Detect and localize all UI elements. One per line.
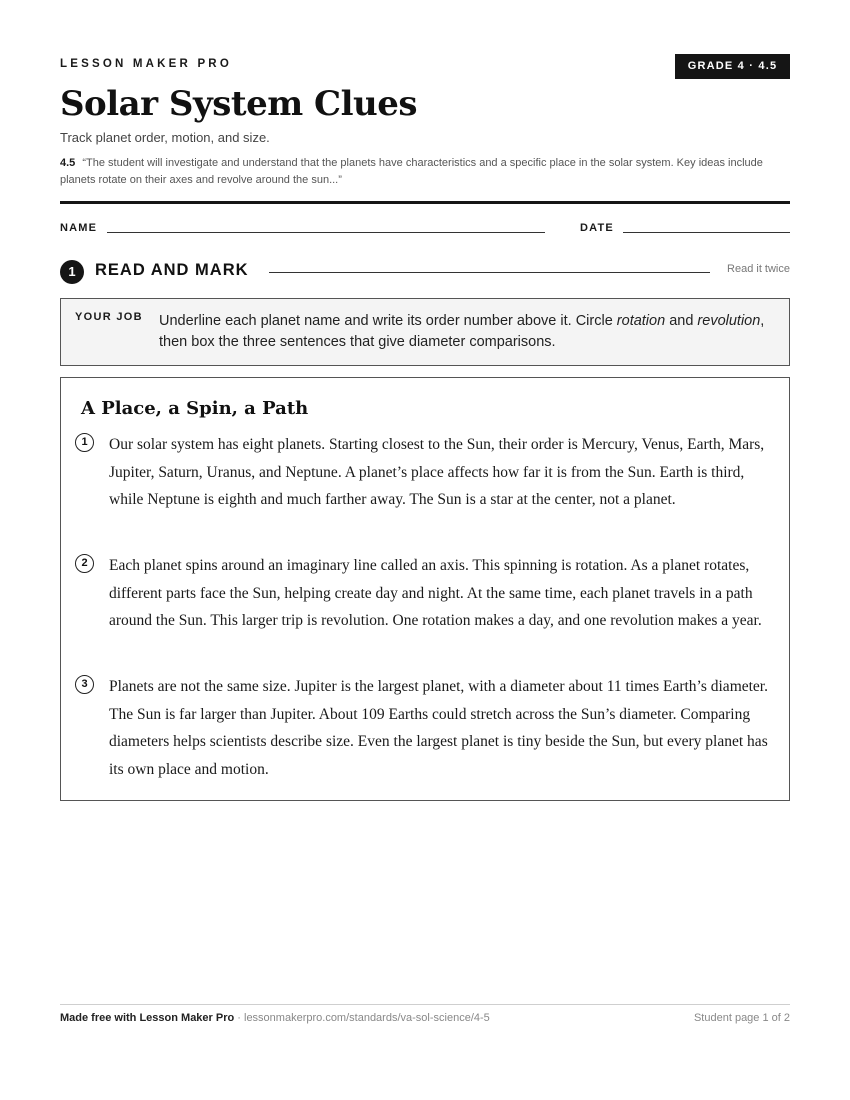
footer-made-with: Made free with Lesson Maker Pro [60,1012,235,1024]
passage-title: A Place, a Spin, a Path [81,398,309,419]
name-field[interactable] [107,232,545,233]
instruction-text: , then box the three sentences that give diameter comparisons. [159,313,765,350]
paragraph-1 [75,431,775,541]
standard-code: 4.5 [60,157,76,169]
footer-url[interactable]: lessonmakerpro.com/standards/va-sol-science/4-5 [244,1012,490,1024]
your-job-box [60,298,790,366]
instruction-text: and [665,313,698,329]
paragraph-number: 3 [75,675,94,694]
footer-page-number: Student page 1 of 2 [693,1012,790,1024]
header-divider [60,201,790,204]
footer-divider [60,1004,790,1005]
paragraph-text: Planets are not the same size. Jupiter is the largest planet, with a diameter about 11 times Earth’s diameter. The Sun is far larger than Jupiter. About 109 Earths could stretch across the Sun’s diameter. Comparing diameters helps scientists describe size. Even the largest planet is tiny beside the Sun, but every planet has its own place and motion. [109,678,768,778]
standard-statement [60,155,790,189]
date-label: DATE [580,222,614,234]
section-note: Read it twice [727,263,790,275]
paragraph-number: 2 [75,554,94,573]
paragraph-number: 1 [75,433,94,452]
standard-text: “The student will investigate and understand that the planets have characteristics and a specific place in the solar system. Key ideas include planets rotate on their axes and revolve around the sun...” [60,157,763,186]
paragraph-text: Our solar system has eight planets. Starting closest to the Sun, their order is Mercury, Venus, Earth, Mars, Jupiter, Saturn, Uranus, and Neptune. A planet’s place affects how far it is from the Sun. Earth is third, while Neptune is eighth and much farther away. The Sun is a star at the center, not a planet. [109,436,765,508]
worksheet-page [60,0,790,1100]
paragraph-2 [75,552,775,662]
paragraph-3 [75,673,775,783]
date-field[interactable] [623,232,790,233]
section-number-badge: 1 [60,260,84,284]
footer-separator: · [234,1012,244,1024]
rotation-term: rotation [616,313,666,329]
your-job-label: YOUR JOB [75,311,143,323]
page-subtitle: Track planet order, motion, and size. [60,130,270,145]
your-job-instructions [159,311,769,353]
instruction-text: Underline each planet name and write its order number above it. Circle [159,313,617,329]
page-title: Solar System Clues [60,84,417,124]
name-label: NAME [60,222,98,234]
section-title: READ AND MARK [95,261,249,279]
footer-credit [60,1012,490,1024]
paragraph-text: Each planet spins around an imaginary line called an axis. This spinning is rotation. As a planet rotates, different parts face the Sun, helping create day and night. At the same time, each planet travels in a path around the Sun. This larger trip is revolution. One rotation makes a day, and one revolution makes a year. [109,557,762,629]
reading-passage [60,377,790,801]
revolution-term: revolution [697,313,761,329]
grade-badge: GRADE 4 · 4.5 [675,54,790,79]
section-divider [269,272,710,273]
brand-name: LESSON MAKER PRO [60,58,232,70]
